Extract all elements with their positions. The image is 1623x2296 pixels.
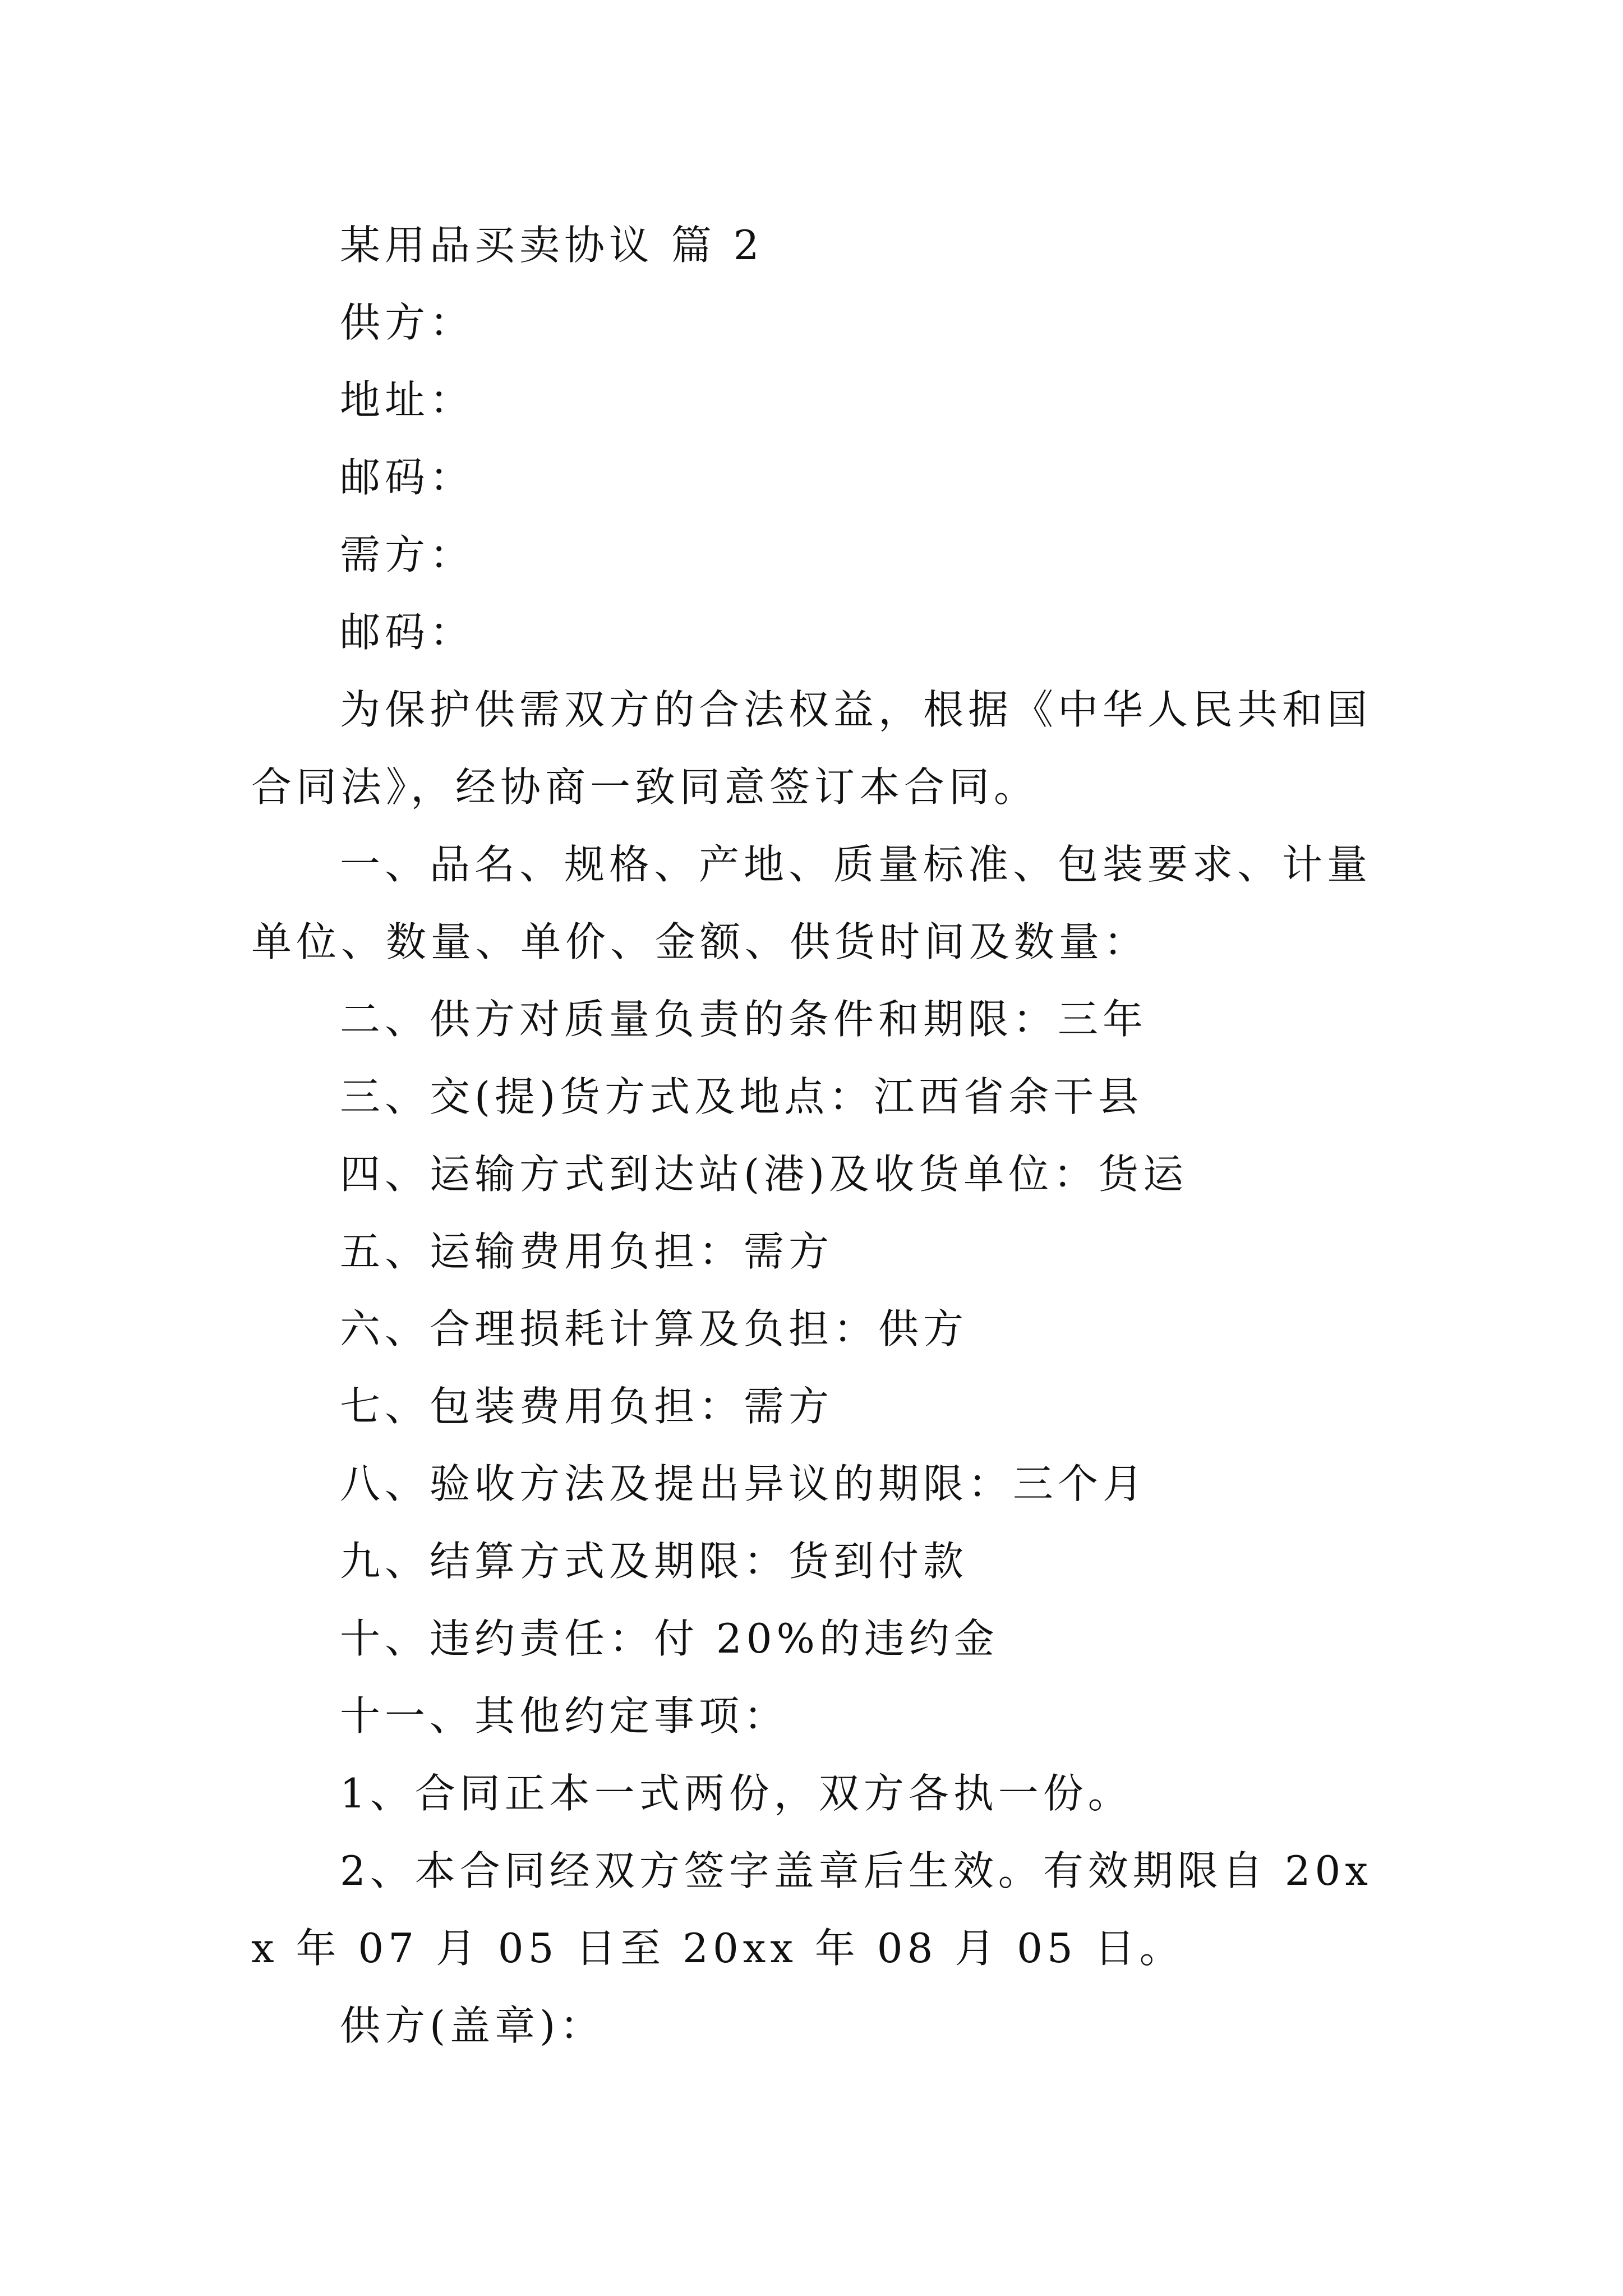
clause-3: 三、交(提)货方式及地点：江西省余干县: [340, 1073, 1144, 1120]
preamble-paragraph: 为保护供需双方的合法权益，根据《中华人民共和国合同法》，经协商一致同意签订本合同。: [251, 686, 1372, 811]
clause-4: 四、运输方式到达站(港)及收货单位：货运: [340, 1151, 1188, 1198]
item-1: 1、合同正本一式两份，双方各执一份。: [340, 1770, 1133, 1817]
clause-8: 八、验收方法及提出异议的期限：三个月: [340, 1460, 1148, 1507]
supplier-field: 供方：: [340, 299, 475, 346]
supplier-address-field: 地址：: [340, 376, 475, 424]
clause-10: 十、违约责任：付 20%的违约金: [340, 1615, 999, 1662]
buyer-field: 需方：: [340, 531, 475, 578]
clause-11: 十一、其他约定事项：: [340, 1692, 789, 1740]
clause-2: 二、供方对质量负责的条件和期限：三年: [340, 996, 1148, 1043]
item-2: 2、本合同经双方签字盖章后生效。有效期限自 20xx 年 07 月 05 日至 20xx 年 08 月 05 日。: [251, 1847, 1372, 1972]
supplier-signature-field: 供方(盖章)：: [340, 2002, 605, 2049]
clause-9: 九、结算方式及期限：货到付款: [340, 1538, 969, 1585]
clause-6: 六、合理损耗计算及负担：供方: [340, 1305, 969, 1352]
clause-5: 五、运输费用负担：需方: [340, 1228, 834, 1275]
document-title: 某用品买卖协议 篇 2: [340, 222, 764, 269]
clause-1: 一、品名、规格、产地、质量标准、包装要求、计量单位、数量、单价、金额、供货时间及数量：: [251, 841, 1372, 965]
supplier-postcode-field: 邮码：: [340, 454, 475, 501]
document-body: [251, 206, 1390, 2064]
clause-7: 七、包装费用负担：需方: [340, 1383, 834, 1430]
buyer-postcode-field: 邮码：: [340, 609, 475, 656]
